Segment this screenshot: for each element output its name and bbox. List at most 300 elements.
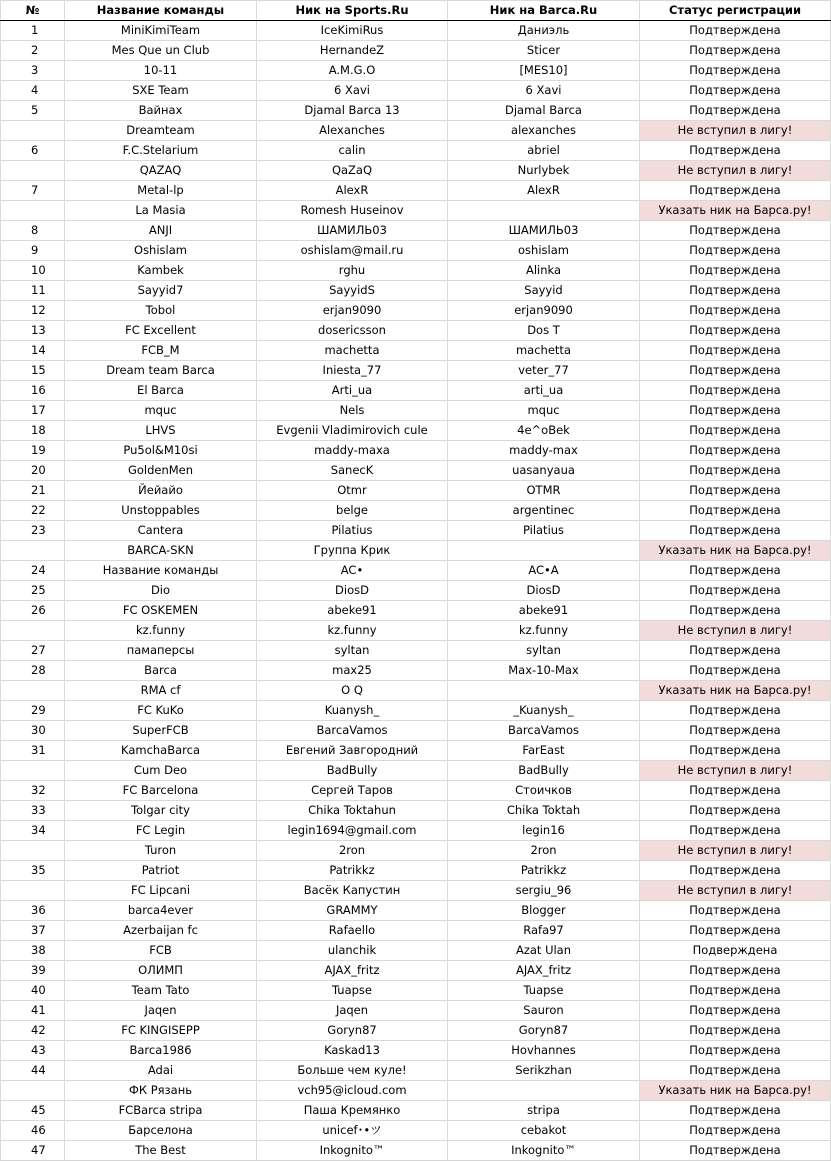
cell-team-name[interactable]: La Masia [65, 201, 257, 221]
cell-number[interactable]: 15 [1, 361, 65, 381]
cell-sports-nick[interactable]: calin [257, 141, 448, 161]
cell-number[interactable]: 13 [1, 321, 65, 341]
cell-number[interactable] [1, 761, 65, 781]
cell-barca-nick[interactable]: Max-10-Max [448, 661, 640, 681]
cell-registration-status[interactable]: Подтверждена [640, 1141, 831, 1161]
cell-barca-nick[interactable]: veter_77 [448, 361, 640, 381]
cell-number[interactable]: 32 [1, 781, 65, 801]
cell-team-name[interactable]: Unstoppables [65, 501, 257, 521]
header-sports-nick[interactable]: Ник на Sports.Ru [257, 1, 448, 21]
cell-registration-status[interactable]: Подтверждена [640, 81, 831, 101]
cell-registration-status[interactable]: Подтверждена [640, 1121, 831, 1141]
cell-registration-status[interactable]: Указать ник на Барса.ру! [640, 541, 831, 561]
cell-team-name[interactable]: Barca [65, 661, 257, 681]
cell-registration-status[interactable]: Указать ник на Барса.ру! [640, 201, 831, 221]
cell-barca-nick[interactable]: Chika Toktah [448, 801, 640, 821]
cell-number[interactable]: 6 [1, 141, 65, 161]
cell-team-name[interactable]: QAZAQ [65, 161, 257, 181]
cell-number[interactable]: 24 [1, 561, 65, 581]
cell-sports-nick[interactable]: Chika Toktahun [257, 801, 448, 821]
cell-team-name[interactable]: MiniKimiTeam [65, 21, 257, 41]
cell-barca-nick[interactable]: Rafa97 [448, 921, 640, 941]
cell-team-name[interactable]: Oshislam [65, 241, 257, 261]
cell-team-name[interactable]: The Best [65, 1141, 257, 1161]
cell-number[interactable]: 42 [1, 1021, 65, 1041]
cell-number[interactable]: 44 [1, 1061, 65, 1081]
cell-sports-nick[interactable]: Arti_ua [257, 381, 448, 401]
cell-number[interactable]: 30 [1, 721, 65, 741]
cell-registration-status[interactable]: Подтверждена [640, 281, 831, 301]
cell-team-name[interactable]: Kambek [65, 261, 257, 281]
cell-team-name[interactable]: Patriot [65, 861, 257, 881]
header-row [1, 1, 831, 21]
cell-number[interactable]: 1 [1, 21, 65, 41]
cell-barca-nick[interactable]: Sticer [448, 41, 640, 61]
cell-registration-status[interactable]: Подтверждена [640, 141, 831, 161]
cell-team-name[interactable]: Pu5ol&M10si [65, 441, 257, 461]
cell-barca-nick[interactable]: Inkognito™ [448, 1141, 640, 1161]
cell-barca-nick[interactable]: FarEast [448, 741, 640, 761]
cell-team-name[interactable]: kz.funny [65, 621, 257, 641]
cell-sports-nick[interactable]: ulanchik [257, 941, 448, 961]
cell-sports-nick[interactable]: Goryn87 [257, 1021, 448, 1041]
cell-barca-nick[interactable]: Sayyid [448, 281, 640, 301]
cell-barca-nick[interactable]: Goryn87 [448, 1021, 640, 1041]
cell-team-name[interactable]: SXE Team [65, 81, 257, 101]
cell-number[interactable]: 16 [1, 381, 65, 401]
cell-number[interactable]: 5 [1, 101, 65, 121]
cell-sports-nick[interactable]: SayyidS [257, 281, 448, 301]
cell-sports-nick[interactable]: BadBully [257, 761, 448, 781]
cell-registration-status[interactable]: Подтверждена [640, 221, 831, 241]
cell-number[interactable] [1, 681, 65, 701]
cell-barca-nick[interactable]: sergiu_96 [448, 881, 640, 901]
cell-team-name[interactable]: Team Tato [65, 981, 257, 1001]
cell-team-name[interactable]: FC OSKEMEN [65, 601, 257, 621]
table-row [1, 761, 831, 781]
cell-sports-nick[interactable]: syltan [257, 641, 448, 661]
cell-team-name[interactable]: barca4ever [65, 901, 257, 921]
cell-barca-nick[interactable] [448, 541, 640, 561]
cell-registration-status[interactable]: Подтверждена [640, 1101, 831, 1121]
cell-number[interactable]: 25 [1, 581, 65, 601]
cell-sports-nick[interactable]: vch95@icloud.com [257, 1081, 448, 1101]
cell-sports-nick[interactable]: dosericsson [257, 321, 448, 341]
cell-registration-status[interactable]: Подтверждена [640, 661, 831, 681]
cell-registration-status[interactable]: Подтверждена [640, 981, 831, 1001]
table-row [1, 961, 831, 981]
header-registration-status[interactable]: Статус регистрации [640, 1, 831, 21]
cell-sports-nick[interactable]: Tuapse [257, 981, 448, 1001]
cell-sports-nick[interactable]: DiosD [257, 581, 448, 601]
cell-number[interactable] [1, 161, 65, 181]
cell-number[interactable]: 47 [1, 1141, 65, 1161]
cell-barca-nick[interactable]: erjan9090 [448, 301, 640, 321]
cell-registration-status[interactable]: Подтверждена [640, 741, 831, 761]
cell-sports-nick[interactable]: 2ron [257, 841, 448, 861]
cell-sports-nick[interactable]: rghu [257, 261, 448, 281]
cell-team-name[interactable]: ОЛИМП [65, 961, 257, 981]
cell-registration-status[interactable]: Указать ник на Барса.ру! [640, 1081, 831, 1101]
cell-number[interactable]: 14 [1, 341, 65, 361]
cell-sports-nick[interactable]: Евгений Завгородний [257, 741, 448, 761]
cell-barca-nick[interactable]: maddy-max [448, 441, 640, 461]
cell-sports-nick[interactable]: Pilatius [257, 521, 448, 541]
cell-team-name[interactable]: FC Lipcani [65, 881, 257, 901]
cell-team-name[interactable]: Dream team Barca [65, 361, 257, 381]
cell-sports-nick[interactable]: Паша Кремянко [257, 1101, 448, 1121]
table-row [1, 721, 831, 741]
cell-sports-nick[interactable]: Rafaello [257, 921, 448, 941]
cell-number[interactable]: 40 [1, 981, 65, 1001]
cell-registration-status[interactable]: Подтверждена [640, 501, 831, 521]
cell-team-name[interactable]: Tolgar city [65, 801, 257, 821]
cell-number[interactable]: 46 [1, 1121, 65, 1141]
cell-sports-nick[interactable]: A.M.G.O [257, 61, 448, 81]
cell-registration-status[interactable]: Подтверждена [640, 641, 831, 661]
cell-sports-nick[interactable]: IceKimiRus [257, 21, 448, 41]
cell-team-name[interactable]: Cum Deo [65, 761, 257, 781]
cell-barca-nick[interactable]: Blogger [448, 901, 640, 921]
cell-number[interactable]: 28 [1, 661, 65, 681]
cell-registration-status[interactable]: Подтверждена [640, 181, 831, 201]
cell-number[interactable] [1, 201, 65, 221]
cell-team-name[interactable]: Metal-lp [65, 181, 257, 201]
cell-team-name[interactable]: FC Legin [65, 821, 257, 841]
cell-sports-nick[interactable]: kz.funny [257, 621, 448, 641]
cell-registration-status[interactable]: Подтверждена [640, 601, 831, 621]
cell-barca-nick[interactable]: Стоичков [448, 781, 640, 801]
table-row [1, 1001, 831, 1021]
cell-barca-nick[interactable]: Tuapse [448, 981, 640, 1001]
table-row [1, 641, 831, 661]
cell-number[interactable]: 45 [1, 1101, 65, 1121]
cell-sports-nick[interactable]: Васёк Капустин [257, 881, 448, 901]
cell-team-name[interactable]: FC KuKo [65, 701, 257, 721]
cell-registration-status[interactable]: Подтверждена [640, 701, 831, 721]
cell-team-name[interactable]: F.C.Stelarium [65, 141, 257, 161]
cell-barca-nick[interactable]: arti_ua [448, 381, 640, 401]
cell-registration-status[interactable]: Подтверждена [640, 321, 831, 341]
cell-sports-nick[interactable]: oshislam@mail.ru [257, 241, 448, 261]
cell-registration-status[interactable]: Подтверждена [640, 341, 831, 361]
cell-team-name[interactable]: Barca1986 [65, 1041, 257, 1061]
cell-registration-status[interactable]: Подтверждена [640, 101, 831, 121]
cell-registration-status[interactable]: Подтверждена [640, 581, 831, 601]
cell-barca-nick[interactable]: AJAX_fritz [448, 961, 640, 981]
cell-barca-nick[interactable] [448, 1081, 640, 1101]
table-row [1, 861, 831, 881]
cell-number[interactable]: 34 [1, 821, 65, 841]
cell-barca-nick[interactable]: stripa [448, 1101, 640, 1121]
cell-sports-nick[interactable]: Inkognito™ [257, 1141, 448, 1161]
cell-barca-nick[interactable]: Djamal Barca [448, 101, 640, 121]
cell-number[interactable]: 17 [1, 401, 65, 421]
cell-number[interactable]: 7 [1, 181, 65, 201]
cell-team-name[interactable]: Jaqen [65, 1001, 257, 1021]
cell-barca-nick[interactable]: _Kuanysh_ [448, 701, 640, 721]
cell-sports-nick[interactable]: maddy-maxa [257, 441, 448, 461]
cell-number[interactable]: 20 [1, 461, 65, 481]
cell-registration-status[interactable]: Не вступил в лигу! [640, 121, 831, 141]
cell-barca-nick[interactable]: BarcaVamos [448, 721, 640, 741]
cell-registration-status[interactable]: Подтверждена [640, 521, 831, 541]
cell-team-name[interactable]: FCB [65, 941, 257, 961]
cell-sports-nick[interactable]: Сергей Таров [257, 781, 448, 801]
cell-registration-status[interactable]: Подтверждена [640, 241, 831, 261]
cell-registration-status[interactable]: Подверждена [640, 941, 831, 961]
cell-sports-nick[interactable]: Kuanysh_ [257, 701, 448, 721]
cell-team-name[interactable]: FC Excellent [65, 321, 257, 341]
cell-registration-status[interactable]: Подтверждена [640, 61, 831, 81]
cell-number[interactable] [1, 841, 65, 861]
cell-team-name[interactable]: Вайнах [65, 101, 257, 121]
cell-sports-nick[interactable]: BarcaVamos [257, 721, 448, 741]
cell-registration-status[interactable]: Не вступил в лигу! [640, 161, 831, 181]
cell-barca-nick[interactable] [448, 201, 640, 221]
cell-sports-nick[interactable]: erjan9090 [257, 301, 448, 321]
cell-sports-nick[interactable]: Alexanches [257, 121, 448, 141]
cell-number[interactable] [1, 121, 65, 141]
cell-number[interactable]: 26 [1, 601, 65, 621]
cell-team-name[interactable]: памаперсы [65, 641, 257, 661]
cell-barca-nick[interactable]: abriel [448, 141, 640, 161]
cell-team-name[interactable]: Sayyid7 [65, 281, 257, 301]
cell-barca-nick[interactable]: oshislam [448, 241, 640, 261]
cell-registration-status[interactable]: Подтверждена [640, 481, 831, 501]
cell-team-name[interactable]: Название команды [65, 561, 257, 581]
cell-number[interactable]: 8 [1, 221, 65, 241]
cell-registration-status[interactable]: Подтверждена [640, 901, 831, 921]
cell-team-name[interactable]: FC KINGISEPP [65, 1021, 257, 1041]
cell-registration-status[interactable]: Подтверждена [640, 1061, 831, 1081]
cell-sports-nick[interactable]: Djamal Barca 13 [257, 101, 448, 121]
cell-barca-nick[interactable]: Pilatius [448, 521, 640, 541]
cell-number[interactable]: 29 [1, 701, 65, 721]
cell-registration-status[interactable]: Не вступил в лигу! [640, 761, 831, 781]
cell-registration-status[interactable]: Не вступил в лигу! [640, 621, 831, 641]
cell-team-name[interactable]: BARCA-SKN [65, 541, 257, 561]
cell-registration-status[interactable]: Подтверждена [640, 861, 831, 881]
cell-barca-nick[interactable]: BadBully [448, 761, 640, 781]
cell-registration-status[interactable]: Подтверждена [640, 921, 831, 941]
cell-barca-nick[interactable]: 2ron [448, 841, 640, 861]
cell-team-name[interactable]: ANJI [65, 221, 257, 241]
cell-registration-status[interactable]: Подтверждена [640, 821, 831, 841]
cell-team-name[interactable]: Adai [65, 1061, 257, 1081]
cell-registration-status[interactable]: Указать ник на Барса.ру! [640, 681, 831, 701]
cell-barca-nick[interactable]: cebakot [448, 1121, 640, 1141]
cell-registration-status[interactable]: Подтверждена [640, 1001, 831, 1021]
cell-sports-nick[interactable]: SanecK [257, 461, 448, 481]
cell-number[interactable]: 43 [1, 1041, 65, 1061]
cell-registration-status[interactable]: Подтверждена [640, 261, 831, 281]
cell-sports-nick[interactable]: Kaskad13 [257, 1041, 448, 1061]
cell-sports-nick[interactable]: HernandeZ [257, 41, 448, 61]
cell-registration-status[interactable]: Не вступил в лигу! [640, 841, 831, 861]
cell-team-name[interactable]: FC Barcelona [65, 781, 257, 801]
cell-sports-nick[interactable]: Evgenii Vladimirovich cule [257, 421, 448, 441]
cell-registration-status[interactable]: Подтверждена [640, 561, 831, 581]
cell-registration-status[interactable]: Не вступил в лигу! [640, 881, 831, 901]
cell-sports-nick[interactable]: QaZaQ [257, 161, 448, 181]
cell-barca-nick[interactable]: argentinec [448, 501, 640, 521]
cell-registration-status[interactable]: Подтверждена [640, 21, 831, 41]
cell-sports-nick[interactable]: max25 [257, 661, 448, 681]
cell-barca-nick[interactable]: 4e^oBek [448, 421, 640, 441]
cell-barca-nick[interactable]: syltan [448, 641, 640, 661]
cell-team-name[interactable]: Cantera [65, 521, 257, 541]
cell-barca-nick[interactable] [448, 681, 640, 701]
cell-sports-nick[interactable]: machetta [257, 341, 448, 361]
cell-barca-nick[interactable]: Даниэль [448, 21, 640, 41]
cell-team-name[interactable]: 10-11 [65, 61, 257, 81]
cell-barca-nick[interactable]: uasanyaua [448, 461, 640, 481]
cell-barca-nick[interactable]: AlexR [448, 181, 640, 201]
cell-team-name[interactable]: SuperFCB [65, 721, 257, 741]
cell-barca-nick[interactable]: Serikzhan [448, 1061, 640, 1081]
table-row [1, 1101, 831, 1121]
cell-team-name[interactable]: LHVS [65, 421, 257, 441]
cell-number[interactable]: 19 [1, 441, 65, 461]
cell-barca-nick[interactable]: DiosD [448, 581, 640, 601]
cell-sports-nick[interactable]: AC• [257, 561, 448, 581]
cell-number[interactable]: 37 [1, 921, 65, 941]
cell-sports-nick[interactable]: Iniesta_77 [257, 361, 448, 381]
cell-number[interactable] [1, 621, 65, 641]
cell-number[interactable]: 2 [1, 41, 65, 61]
cell-barca-nick[interactable]: legin16 [448, 821, 640, 841]
cell-team-name[interactable]: Dreamteam [65, 121, 257, 141]
cell-registration-status[interactable]: Подтверждена [640, 441, 831, 461]
cell-barca-nick[interactable]: ШАМИЛЬ03 [448, 221, 640, 241]
cell-number[interactable]: 9 [1, 241, 65, 261]
cell-number[interactable]: 35 [1, 861, 65, 881]
cell-sports-nick[interactable]: AJAX_fritz [257, 961, 448, 981]
cell-barca-nick[interactable]: OTMR [448, 481, 640, 501]
cell-team-name[interactable]: GoldenMen [65, 461, 257, 481]
cell-sports-nick[interactable]: ШАМИЛЬ03 [257, 221, 448, 241]
cell-registration-status[interactable]: Подтверждена [640, 781, 831, 801]
cell-number[interactable]: 10 [1, 261, 65, 281]
cell-barca-nick[interactable]: 6 Xavi [448, 81, 640, 101]
cell-barca-nick[interactable]: Sauron [448, 1001, 640, 1021]
cell-team-name[interactable]: KamchaBarca [65, 741, 257, 761]
cell-registration-status[interactable]: Подтверждена [640, 361, 831, 381]
cell-number[interactable]: 22 [1, 501, 65, 521]
cell-registration-status[interactable]: Подтверждена [640, 421, 831, 441]
header-number[interactable]: № [1, 1, 65, 21]
cell-sports-nick[interactable]: AlexR [257, 181, 448, 201]
cell-sports-nick[interactable]: GRAMMY [257, 901, 448, 921]
cell-number[interactable]: 4 [1, 81, 65, 101]
cell-team-name[interactable]: Azerbaijan fc [65, 921, 257, 941]
cell-barca-nick[interactable]: abeke91 [448, 601, 640, 621]
cell-registration-status[interactable]: Подтверждена [640, 1041, 831, 1061]
cell-registration-status[interactable]: Подтверждена [640, 41, 831, 61]
cell-sports-nick[interactable]: Romesh Huseinov [257, 201, 448, 221]
cell-sports-nick[interactable]: unicef･•ツ [257, 1121, 448, 1141]
cell-sports-nick[interactable]: Nels [257, 401, 448, 421]
cell-sports-nick[interactable]: 6 Xavi [257, 81, 448, 101]
cell-number[interactable]: 12 [1, 301, 65, 321]
cell-registration-status[interactable]: Подтверждена [640, 381, 831, 401]
cell-sports-nick[interactable]: Otmr [257, 481, 448, 501]
cell-team-name[interactable]: Йейайо [65, 481, 257, 501]
cell-barca-nick[interactable]: Alinka [448, 261, 640, 281]
cell-team-name[interactable]: ФК Рязань [65, 1081, 257, 1101]
cell-team-name[interactable]: Dio [65, 581, 257, 601]
cell-number[interactable]: 41 [1, 1001, 65, 1021]
cell-barca-nick[interactable]: mquc [448, 401, 640, 421]
cell-sports-nick[interactable]: Jaqen [257, 1001, 448, 1021]
cell-registration-status[interactable]: Подтверждена [640, 801, 831, 821]
cell-number[interactable] [1, 541, 65, 561]
cell-barca-nick[interactable]: [MES10] [448, 61, 640, 81]
table-row [1, 581, 831, 601]
cell-number[interactable]: 33 [1, 801, 65, 821]
cell-sports-nick[interactable]: O Q [257, 681, 448, 701]
cell-number[interactable]: 21 [1, 481, 65, 501]
table-row [1, 481, 831, 501]
cell-team-name[interactable]: FCBarca stripa [65, 1101, 257, 1121]
cell-registration-status[interactable]: Подтверждена [640, 461, 831, 481]
cell-barca-nick[interactable]: Patrikkz [448, 861, 640, 881]
cell-sports-nick[interactable]: legin1694@gmail.com [257, 821, 448, 841]
cell-team-name[interactable]: FCB_M [65, 341, 257, 361]
cell-team-name[interactable]: Tobol [65, 301, 257, 321]
cell-number[interactable]: 23 [1, 521, 65, 541]
cell-number[interactable] [1, 1081, 65, 1101]
cell-team-name[interactable]: El Barca [65, 381, 257, 401]
cell-sports-nick[interactable]: abeke91 [257, 601, 448, 621]
cell-number[interactable]: 38 [1, 941, 65, 961]
cell-team-name[interactable]: Барселона [65, 1121, 257, 1141]
header-team-name[interactable]: Название команды [65, 1, 257, 21]
cell-team-name[interactable]: mquc [65, 401, 257, 421]
cell-barca-nick[interactable]: Hovhannes [448, 1041, 640, 1061]
cell-number[interactable]: 39 [1, 961, 65, 981]
cell-number[interactable]: 27 [1, 641, 65, 661]
cell-number[interactable]: 31 [1, 741, 65, 761]
cell-registration-status[interactable]: Подтверждена [640, 301, 831, 321]
cell-number[interactable] [1, 881, 65, 901]
cell-sports-nick[interactable]: Больше чем куле! [257, 1061, 448, 1081]
cell-team-name[interactable]: RMA cf [65, 681, 257, 701]
cell-barca-nick[interactable]: Dos T [448, 321, 640, 341]
cell-sports-nick[interactable]: Группа Крик [257, 541, 448, 561]
cell-barca-nick[interactable]: Azat Ulan [448, 941, 640, 961]
cell-team-name[interactable]: Mes Que un Club [65, 41, 257, 61]
cell-number[interactable]: 3 [1, 61, 65, 81]
cell-sports-nick[interactable]: Patrikkz [257, 861, 448, 881]
cell-number[interactable]: 18 [1, 421, 65, 441]
cell-registration-status[interactable]: Подтверждена [640, 721, 831, 741]
cell-registration-status[interactable]: Подтверждена [640, 1021, 831, 1041]
cell-team-name[interactable]: Turon [65, 841, 257, 861]
cell-barca-nick[interactable]: alexanches [448, 121, 640, 141]
cell-barca-nick[interactable]: kz.funny [448, 621, 640, 641]
header-barca-nick[interactable]: Ник на Barca.Ru [448, 1, 640, 21]
cell-number[interactable]: 11 [1, 281, 65, 301]
cell-sports-nick[interactable]: belge [257, 501, 448, 521]
cell-barca-nick[interactable]: Nurlybek [448, 161, 640, 181]
cell-registration-status[interactable]: Подтверждена [640, 961, 831, 981]
cell-registration-status[interactable]: Подтверждена [640, 401, 831, 421]
cell-number[interactable]: 36 [1, 901, 65, 921]
cell-barca-nick[interactable]: machetta [448, 341, 640, 361]
cell-barca-nick[interactable]: AC•A [448, 561, 640, 581]
